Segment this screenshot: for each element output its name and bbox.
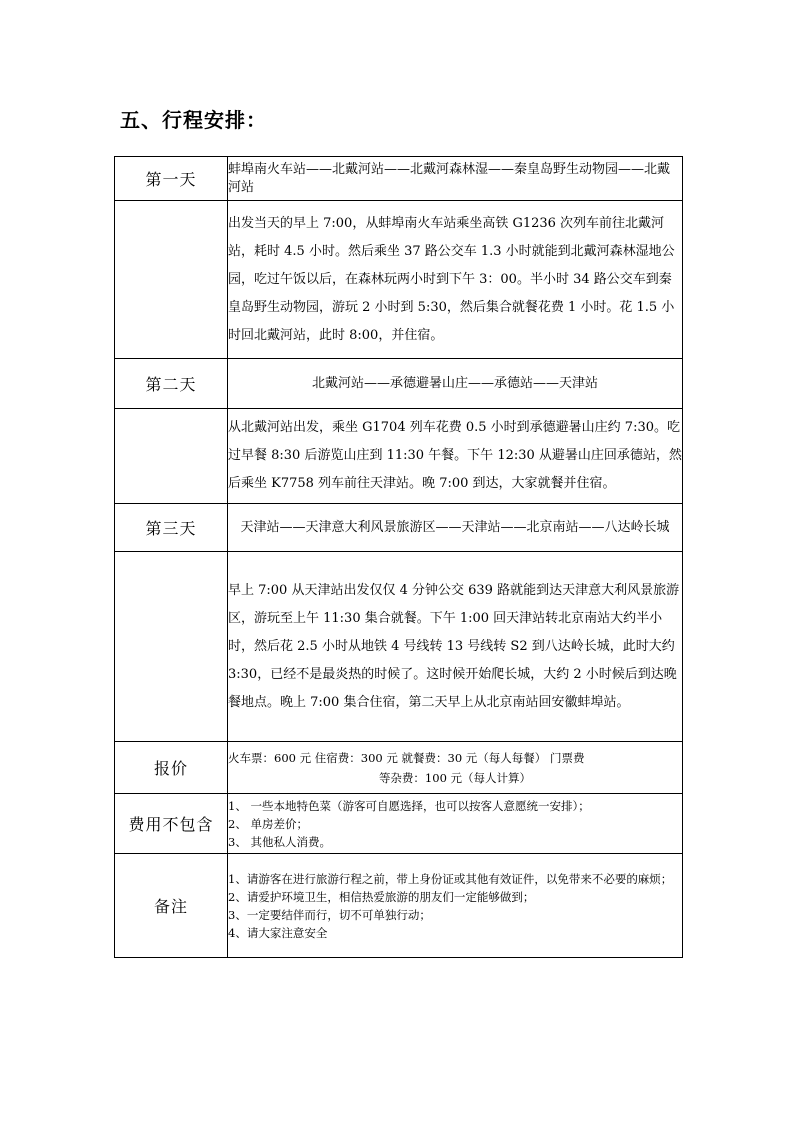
section-heading: 五、行程安排： [120,108,267,132]
day3-route-row [115,504,683,552]
excluded-row [115,794,683,854]
note-item: 2、请爱护环境卫生，相信热爱旅游的朋友们一定能够做到； [228,889,535,904]
day1-detail-row [115,201,683,359]
notes-row [115,854,683,958]
day1-label: 第一天 [115,157,228,201]
day2-label: 第二天 [115,359,228,409]
excluded-label: 费用不包含 [115,794,228,854]
day1-route-row [115,157,683,201]
day3-route: 天津站——天津意大利风景旅游区——天津站——北京南站——八达岭长城 [228,504,683,552]
day1-detail: 出发当天的早上 7:00，从蚌埠南火车站乘坐高铁 G1236 次列车前往北戴河站，耗时 4.5 小时。然后乘坐 37 路公交车 1.3 小时就能到北戴河森林湿地公园，吃过午饭以后，在森林玩两小时到下午 3：00。半小时 34 路公交车到秦皇岛野生动物园，游玩 2 小时到 5:30，然后集合就餐花费 1 小时。花 1.5 小时回北戴河站，此时 8:00，并住宿。 [228,201,683,359]
price-row [115,742,683,794]
price-line-1: 火车票：600 元 住宿费：300 元 就餐费：30 元（每人每餐） 门票费 [228,750,585,765]
day3-detail-row [115,552,683,742]
excluded-list [228,794,683,854]
day2-detail-row [115,409,683,504]
day1-label-empty [115,201,228,359]
day2-label-empty [115,409,228,504]
notes-label: 备注 [115,854,228,958]
day2-detail: 从北戴河站出发，乘坐 G1704 列车花费 0.5 小时到承德避暑山庄约 7:30。吃过早餐 8:30 后游览山庄到 11:30 午餐。下午 12:30 从避暑山庄回承德站，然后乘坐 K7758 列车前往天津站。晚 7:00 到达，大家就餐并住宿。 [228,409,683,504]
day2-route-row [115,359,683,409]
excluded-item: 3、 其他私人消费。 [228,834,331,849]
notes-list [228,854,683,958]
excluded-item: 2、 单房差价； [228,816,308,831]
note-item: 3、一定要结伴而行，切不可单独行动； [228,907,431,922]
itinerary-table [114,156,683,958]
day1-route: 蚌埠南火车站——北戴河站——北戴河森林湿——秦皇岛野生动物园——北戴河站 [228,157,683,201]
price-label: 报价 [115,742,228,794]
day3-detail: 早上 7:00 从天津站出发仅仅 4 分钟公交 639 路就能到达天津意大利风景旅游区，游玩至上午 11:30 集合就餐。下午 1:00 回天津站转北京南站大约半小时，然后花 2.5 小时从地铁 4 号线转 13 号线转 S2 到八达岭长城，此时大约 3:30，已经不是最炎热的时候了。这时候开始爬长城，大约 2 小时候后到达晚餐地点。晚上 7:00 集合住宿，第二天早上从北京南站回安徽蚌埠站。 [228,552,683,742]
note-item: 1、请游客在进行旅游行程之前，带上身份证或其他有效证件，以免带来不必要的麻烦； [228,871,673,886]
day2-route: 北戴河站——承德避暑山庄——承德站——天津站 [228,359,683,409]
day3-label: 第三天 [115,504,228,552]
day3-label-empty [115,552,228,742]
price-detail [228,742,683,794]
price-line-2: 等杂费：100 元（每人计算） [378,770,532,785]
excluded-item: 1、 一些本地特色菜（游客可自愿选择，也可以按客人意愿统一安排）； [228,798,590,813]
note-item: 4、请大家注意安全 [228,925,328,940]
